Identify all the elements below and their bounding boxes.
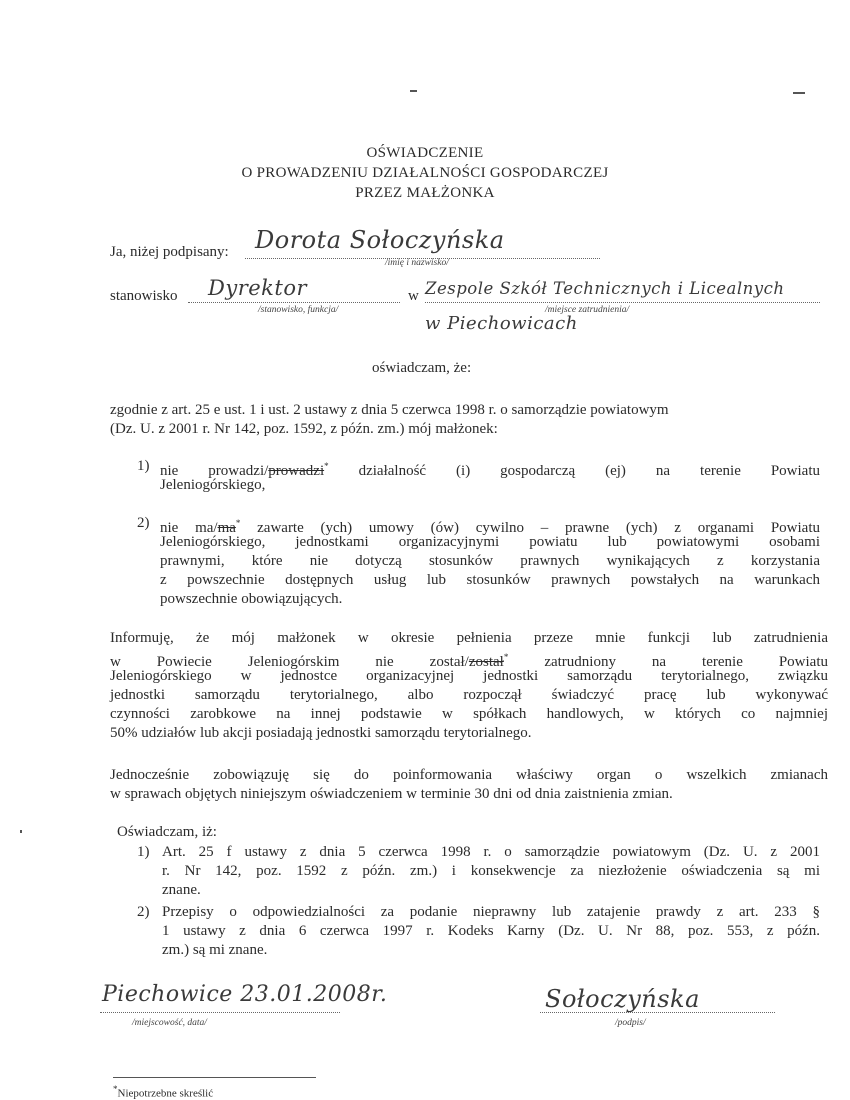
signature-line — [540, 1012, 775, 1013]
place-date-caption: /miejscowość, data/ — [132, 1018, 207, 1028]
item-1-struck: prowadzi — [268, 463, 325, 479]
final-item-2-line-1: Przepisy o odpowiedzialności za podanie nieprawny lub zatajenie prawdy z art. 233 § — [162, 904, 820, 920]
footnote-text: Niepotrzebne skreślić — [117, 1087, 214, 1100]
inform-footnote-mark: * — [503, 652, 509, 662]
final-item-1-line-1: Art. 25 f ustawy z dnia 5 czerwca 1998 r. o samorządzie powiatowym (Dz. U. z 2001 — [162, 844, 820, 860]
item-1-post: działalność (i) gospodarczą (ej) na terenie Powiatu — [328, 463, 820, 479]
item-2-post: zawarte (ych) umowy (ów) cywilno – prawne (ych) z organami Powiatu — [240, 520, 820, 536]
place-date-line — [100, 1012, 340, 1013]
workplace-handwritten: Zespole Szkół Technicznych i Licealnych — [425, 279, 785, 298]
workplace-field-line — [425, 302, 820, 303]
item-2-line-4: z powszechnie dostępnych usług lub stosunków prawnych powstałych na warunkach — [160, 572, 820, 588]
item-2-line-5: powszechnie obowiązujących. — [160, 591, 343, 607]
inform-line-5: czynności zarobkowe na innej podstawie w spółkach handlowych, w których co najmniej — [110, 706, 828, 722]
intro-line-2: (Dz. U. z 2001 r. Nr 142, poz. 1592, z późn. zm.) mój małżonek: — [110, 421, 498, 437]
signature-handwritten: Sołoczyńska — [545, 985, 700, 1013]
inform-post: zatrudniony na terenie Powiatu — [508, 654, 829, 670]
item-2-footnote-mark: * — [235, 518, 241, 528]
inform-line-1: Informuję, że mój małżonek w okresie pełnienia przeze mnie funkcji lub zatrudnienia — [110, 630, 828, 646]
final-item-1-number: 1) — [137, 844, 150, 860]
footnote — [113, 1084, 213, 1100]
workplace-handwritten-line2: w Piechowicach — [425, 313, 578, 334]
document-title-line2: O PROWADZENIU DZIAŁALNOŚCI GOSPODARCZEJ — [241, 165, 609, 181]
final-item-2-line-2: 1 ustawy z dnia 6 czerwca 1997 r. Kodeks Karny (Dz. U. Nr 88, poz. 553, z późn. — [162, 923, 820, 939]
final-item-1-line-2: r. Nr 142, poz. 1592 z późn. zm.) i konsekwencje za niezłożenie oświadczenia są mi — [162, 863, 820, 879]
item-2-struck: ma — [217, 520, 236, 536]
inform-line-6: 50% udziałów lub akcji posiadają jednostki samorządu terytorialnego. — [110, 725, 532, 741]
document-title-line1: OŚWIADCZENIE — [366, 145, 484, 161]
item-2-line-3: prawnymi, które nie dotyczą stosunków prawnych wynikających z korzystania — [160, 553, 820, 569]
item-1-pre: nie prowadzi/ — [160, 463, 269, 479]
name-caption: /imię i nazwisko/ — [385, 258, 449, 268]
scan-speck — [410, 90, 417, 92]
commit-line-2: w sprawach objętych niniejszym oświadczeniem w terminie 30 dni od dnia zaistnienia zmian. — [110, 786, 673, 802]
intro-line-1: zgodnie z art. 25 e ust. 1 i ust. 2 ustawy z dnia 5 czerwca 1998 r. o samorządzie powiatowym — [110, 402, 669, 418]
inform-line-4: jednostki samorządu terytorialnego, albo rozpoczął świadczyć pracę lub wykonywać — [110, 687, 828, 703]
footnote-mark: * — [113, 1084, 118, 1094]
item-1-line-2: Jeleniogórskiego, — [160, 477, 266, 493]
place-date-handwritten: Piechowice 23.01.2008r. — [102, 982, 388, 1007]
item-1-number: 1) — [137, 458, 150, 474]
item-2-line-2: Jeleniogórskiego, jednostkami organizacyjnymi powiatu lub powiatowymi osobami — [160, 534, 820, 550]
final-item-2-line-3: zm.) są mi znane. — [162, 942, 268, 958]
inform-struck: został — [468, 654, 504, 670]
signatory-label: Ja, niżej podpisany: — [110, 244, 229, 260]
scan-speck — [793, 92, 805, 94]
item-2-number: 2) — [137, 515, 150, 531]
inform-line-3: Jeleniogórskiego w jednostce organizacyjnej jednostki samorządu terytorialnego, związku — [110, 668, 828, 684]
declaration-phrase: oświadczam, że: — [372, 360, 472, 376]
final-item-2-number: 2) — [137, 904, 150, 920]
workplace-connector: w — [408, 288, 419, 304]
position-handwritten: Dyrektor — [208, 276, 308, 300]
final-heading: Oświadczam, iż: — [117, 824, 217, 840]
commit-line-1: Jednocześnie zobowiązuję się do poinformowania właściwy organ o wszelkich zmianach — [110, 767, 828, 783]
item-1-footnote-mark: * — [324, 461, 329, 471]
signature-caption: /podpis/ — [615, 1018, 646, 1028]
document-title-line3: PRZEZ MAŁŻONKA — [355, 185, 495, 201]
signatory-name-handwritten: Dorota Sołoczyńska — [255, 226, 505, 254]
position-label: stanowisko — [110, 288, 178, 304]
footnote-rule — [113, 1077, 316, 1078]
position-field-line — [188, 302, 400, 303]
scan-speck — [20, 830, 22, 833]
item-2-pre: nie ma/ — [160, 520, 218, 536]
final-item-1-line-3: znane. — [162, 882, 201, 898]
workplace-caption: /miejsce zatrudnienia/ — [545, 305, 630, 315]
inform-pre: w Powiecie Jeleniogórskim nie został/ — [110, 654, 469, 670]
position-caption: /stanowisko, funkcja/ — [258, 305, 339, 315]
